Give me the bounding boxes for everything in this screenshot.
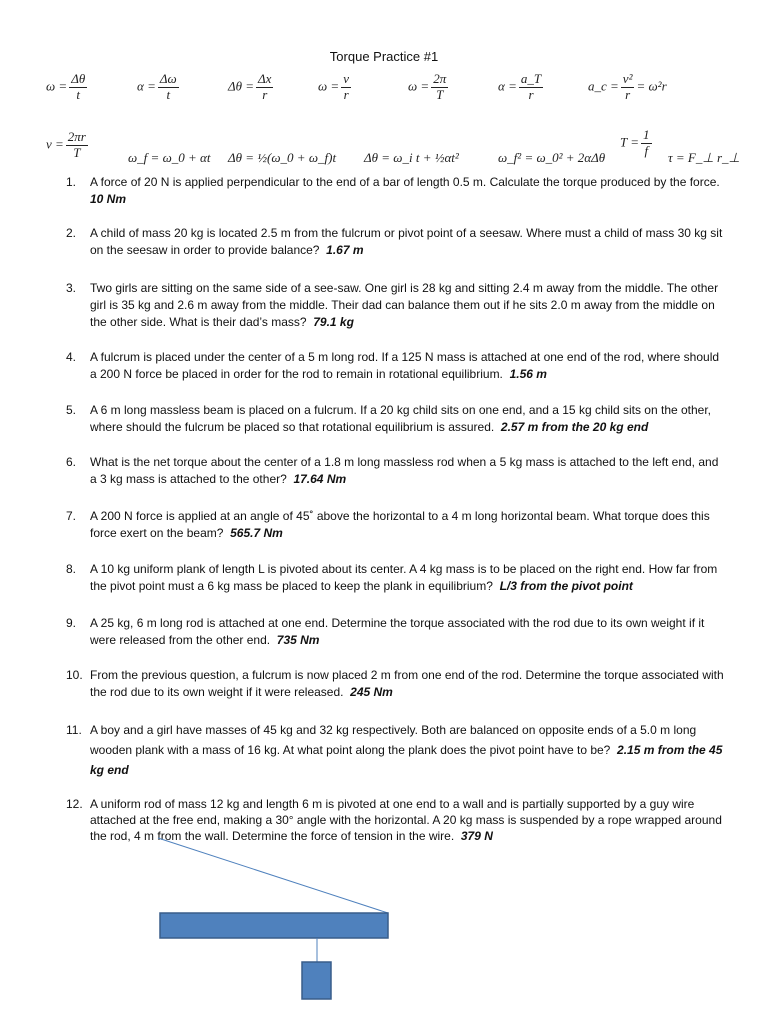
formula-alpha-tangential: α = $\frac{a\_T}{r}$ [498,71,542,102]
formula-angular-displacement: Δθ = $\frac{\Delta x}{r}$ [228,71,272,102]
formula-centripetal: a_c = $\frac{\text{v²}}{r}$ = ω²r [588,71,667,102]
formula-final-omega: ω_f = ω_0 + αt [128,150,211,165]
horizontal-rod [160,913,388,938]
formula-angular-acceleration: α = $\frac{\Delta\omega}{t}$ [137,71,177,102]
answer: 565.7 Nm [230,526,283,540]
answer: 1.56 m [509,367,547,381]
answer: 2.57 m from the 20 kg end [500,420,649,434]
answer: 1.67 m [326,243,364,257]
formula-omega-squared: ω_f² = ω_0² + 2αΔθ [498,150,606,165]
question-8: 8. A 10 kg uniform plank of length L is pivoted about its center. A 4 kg mass is to be placed on the right end. How far from the pivot point must a 6 kg mass be placed to keep the plank in equilibrium? L/3 from the pivot point [66,562,718,593]
guy-wire [158,838,388,913]
question-11: 11. A boy and a girl have masses of 45 kg and 32 kg respectively. Both are balanced on opposite ends of a 5.0 m long wooden plank with a mass of 16 kg. At what point along the plank does the pivot point have to be? 2.15 m from the 45 kg end [66,723,723,777]
question-3: 3. Two girls are sitting on the same side of a see-saw. One girl is 28 kg and sitting 2.4 m away from the middle. The other girl is 35 kg and 2.6 m away from the middle. Their dad can balance them out if he sits 2.0 m away from the middle on the other side. What is their dad’s mass? 79.1 kg [66,281,719,329]
question-10: 10. From the previous question, a fulcrum is now placed 2 m from one end of the rod. Determine the torque associated with the rod due to its own weight if it were released. 245 Nm [66,668,724,699]
question-9: 9. A 25 kg, 6 m long rod is attached at one end. Determine the torque associated with the rod due to its own weight if it were released from the other end. 735 Nm [66,616,705,647]
formula-omega-period: ω = $\frac{2\pi}{T}$ [408,71,447,102]
answer: 2.15 m from the 45 kg end [90,743,723,777]
answer: 735 Nm [276,633,320,647]
formula-period-frequency: T = $\frac{1}{f}$ [620,127,650,158]
answer: 379 N [460,829,493,843]
answer: L/3 from the pivot point [499,579,633,593]
question-12: 12. A uniform rod of mass 12 kg and length 6 m is pivoted at one end to a wall and is partially supported by a guy wire attached at the free end, making a 30° angle with the horizontal. A 20 kg mass is suspended by a rope wrapped around the rod, 4 m from the wall. Determine the force of tension in the wire. 379 N [66,797,722,843]
answer: 10 Nm [90,192,127,206]
question-5: 5. A 6 m long massless beam is placed on a fulcrum. If a 20 kg child sits on one end, and a 15 kg child sits on the other, where should the fulcrum be placed so that rotational equilibrium is assured. 2.57 m from the 20 kg end [66,403,712,434]
formula-linear-velocity: v = $\frac{2\pi r}{T}$ [46,129,86,160]
answer: 79.1 kg [313,315,354,329]
question-1: 1. A force of 20 N is applied perpendicular to the end of a bar of length 0.5 m. Calculate the torque produced by the force. 10 Nm [66,175,720,206]
answer: 17.64 Nm [293,472,347,486]
question-2: 2. A child of mass 20 kg is located 2.5 m from the fulcrum or pivot point of a seesaw. Where must a child of mass 30 kg sit on the seesaw in order to provide balance? 1.67 m [66,226,723,257]
hanging-mass [302,962,331,999]
answer: 245 Nm [350,685,393,699]
formula-omega-v-r: ω = $\frac{v}{r}$ [318,71,349,102]
question-6: 6. What is the net torque about the center of a 1.8 m long massless rod when a 5 kg mass is attached to the left end, and a 3 kg mass is attached to the other? 17.64 Nm [66,455,719,486]
question-7: 7. A 200 N force is applied at an angle of 45˚ above the horizontal to a 4 m long horizontal beam. What torque does this force exert on the beam? 565.7 Nm [66,509,710,540]
page-title: Torque Practice #1 [329,49,439,64]
formula-angular-velocity: ω = $\frac{\Delta\theta}{t}$ [46,71,86,102]
formula-displacement-average: Δθ = ½(ω_0 + ω_f)t [228,150,337,165]
formula-torque: τ = F_⊥ r_⊥ [668,150,740,165]
question-4: 4. A fulcrum is placed under the center of a 5 m long rod. If a 125 N mass is attached at one end of the rod, where should a 200 N force be placed in order for the rod to remain in rotational equilibrium. 1.56 m [66,350,720,381]
formula-displacement-kinematic: Δθ = ω_i t + ½αt² [364,150,459,165]
